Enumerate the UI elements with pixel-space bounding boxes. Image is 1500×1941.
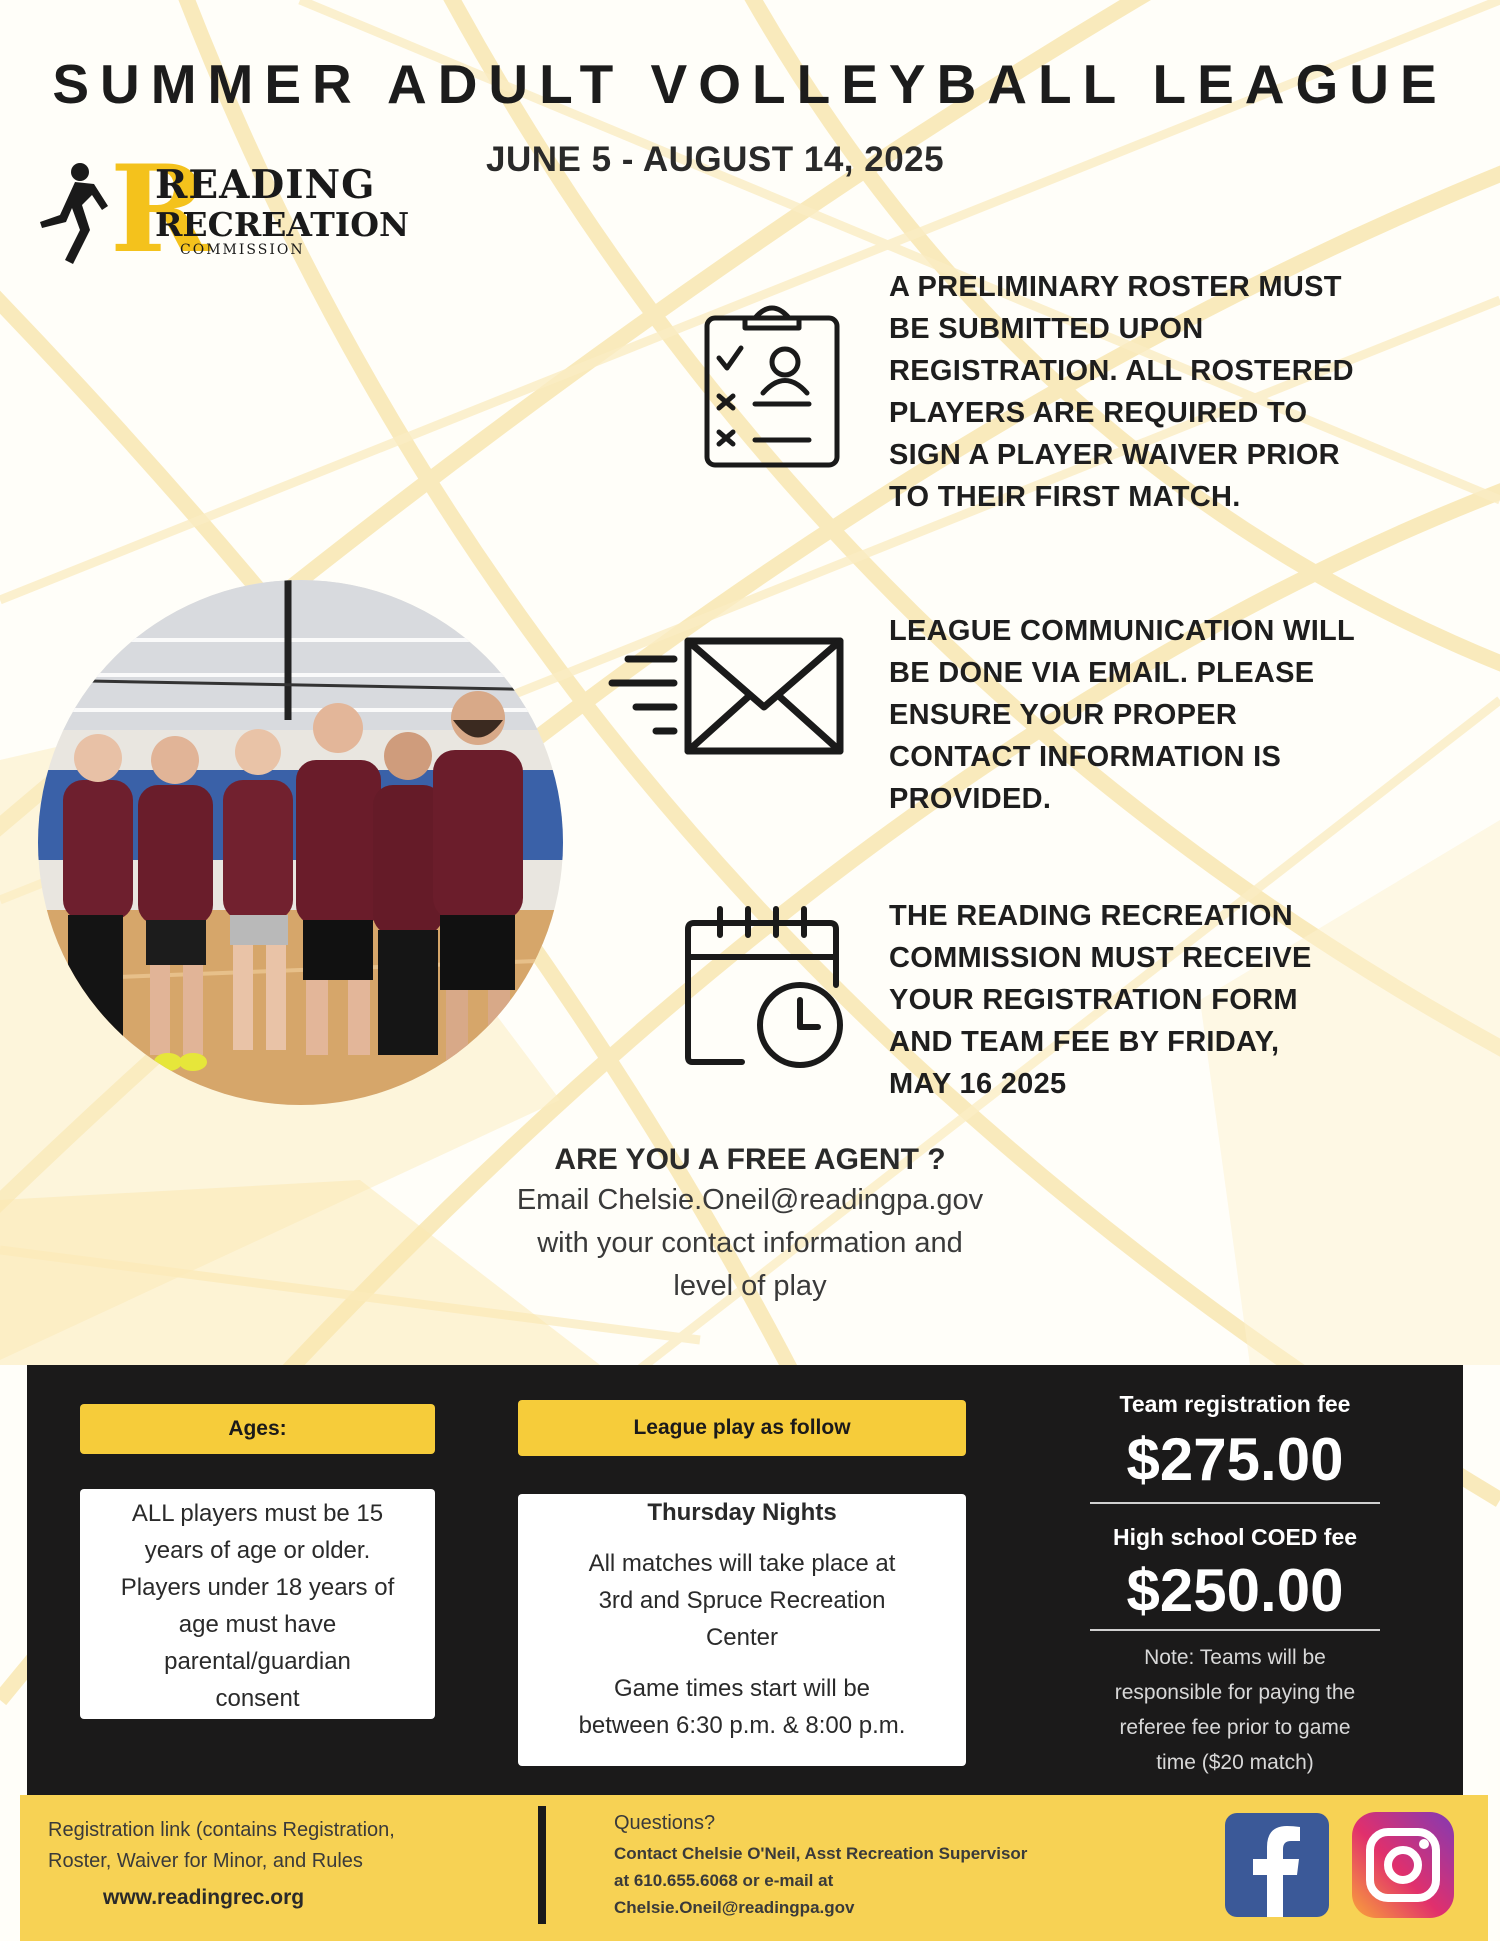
logo-r-letter: R bbox=[110, 139, 210, 280]
info-line: THE READING RECREATION bbox=[889, 900, 1294, 932]
instagram-icon[interactable] bbox=[1352, 1812, 1454, 1918]
website-link[interactable]: www.readingrec.org bbox=[103, 1886, 305, 1909]
questions-label: Questions? bbox=[614, 1812, 716, 1834]
info-line: YOUR REGISTRATION FORM bbox=[889, 984, 1298, 1016]
contact-line: at 610.655.6068 or e-mail at bbox=[614, 1871, 834, 1890]
time-line: Game times start will be bbox=[613, 1675, 871, 1702]
calendar-clock-icon bbox=[682, 905, 852, 1070]
hs-fee-value: $250.00 bbox=[1126, 1557, 1344, 1624]
contact-line: Chelsie.Oneil@readingpa.gov bbox=[614, 1898, 855, 1917]
email-info-text bbox=[889, 610, 1355, 820]
footer-divider bbox=[538, 1806, 546, 1924]
free-agent-heading: ARE YOU A FREE AGENT ? bbox=[554, 1143, 946, 1176]
ages-line: ALL players must be 15 bbox=[131, 1500, 384, 1527]
info-line: SIGN A PLAYER WAIVER PRIOR bbox=[889, 439, 1340, 471]
ages-line: Players under 18 years of bbox=[120, 1574, 395, 1601]
ages-box bbox=[80, 1489, 435, 1719]
info-line: TO THEIR FIRST MATCH. bbox=[889, 481, 1241, 513]
email-icon bbox=[608, 635, 848, 757]
info-line: COMMISSION MUST RECEIVE bbox=[889, 942, 1312, 974]
clipboard-roster-icon bbox=[697, 298, 847, 470]
referee-fee-note bbox=[1060, 1640, 1410, 1780]
note-line: responsible for paying the bbox=[1114, 1681, 1356, 1704]
info-line: PLAYERS ARE REQUIRED TO bbox=[889, 397, 1308, 429]
info-line: BE DONE VIA EMAIL. PLEASE bbox=[889, 657, 1315, 689]
note-line: time ($20 match) bbox=[1156, 1751, 1314, 1774]
registration-line: Registration link (contains Registration, bbox=[48, 1819, 395, 1841]
registration-info bbox=[48, 1815, 395, 1877]
hs-fee-label: High school COED fee bbox=[1112, 1524, 1358, 1550]
info-line: PROVIDED. bbox=[889, 783, 1052, 815]
info-line: CONTACT INFORMATION IS bbox=[889, 741, 1282, 773]
free-agent-line: with your contact information and bbox=[537, 1227, 963, 1259]
info-line: MAY 16 2025 bbox=[889, 1068, 1067, 1100]
info-line: ENSURE YOUR PROPER bbox=[889, 699, 1238, 731]
info-line: A PRELIMINARY ROSTER MUST bbox=[889, 271, 1342, 303]
reading-recreation-logo bbox=[30, 139, 410, 280]
team-photo bbox=[38, 580, 563, 1105]
ages-line: consent bbox=[215, 1685, 300, 1712]
team-photo-illustration bbox=[38, 580, 563, 1105]
note-line: referee fee prior to game bbox=[1119, 1716, 1351, 1739]
play-day: Thursday Nights bbox=[647, 1499, 837, 1526]
location-line: All matches will take place at bbox=[588, 1550, 896, 1577]
fee-divider bbox=[1090, 1502, 1380, 1504]
league-play-label: League play as follow bbox=[518, 1400, 966, 1456]
facebook-icon[interactable] bbox=[1225, 1813, 1329, 1917]
league-play-box bbox=[518, 1494, 966, 1766]
logo-line-2: RECREATION bbox=[155, 205, 410, 244]
registration-line: Roster, Waiver for Minor, and Rules bbox=[48, 1850, 363, 1872]
fee-divider bbox=[1090, 1629, 1380, 1631]
info-line: LEAGUE COMMUNICATION WILL bbox=[889, 615, 1356, 647]
page-title: SUMMER ADULT VOLLEYBALL LEAGUE bbox=[52, 53, 1448, 115]
location-line: Center bbox=[705, 1624, 779, 1651]
contact-info bbox=[614, 1840, 1027, 1921]
info-line: BE SUBMITTED UPON bbox=[889, 313, 1204, 345]
logo-line-1: READING bbox=[155, 162, 376, 208]
team-fee-label: Team registration fee bbox=[1119, 1391, 1351, 1417]
logo-line-3: COMMISSION bbox=[180, 242, 305, 258]
free-agent-line: level of play bbox=[673, 1270, 827, 1302]
location-line: 3rd and Spruce Recreation bbox=[598, 1587, 886, 1614]
contact-line: Contact Chelsie O'Neil, Asst Recreation Supervisor bbox=[614, 1844, 1028, 1863]
season-dates: JUNE 5 - AUGUST 14, 2025 bbox=[486, 140, 945, 179]
time-line: between 6:30 p.m. & 8:00 p.m. bbox=[578, 1712, 906, 1739]
deadline-info-text bbox=[889, 895, 1312, 1105]
info-line: REGISTRATION. ALL ROSTERED bbox=[889, 355, 1354, 387]
ages-line: age must have bbox=[178, 1611, 337, 1638]
runner-icon bbox=[30, 160, 110, 270]
note-line: Note: Teams will be bbox=[1144, 1646, 1326, 1669]
team-fee-value: $275.00 bbox=[1126, 1426, 1344, 1493]
ages-line: years of age or older. bbox=[144, 1537, 371, 1564]
roster-info-text bbox=[889, 266, 1354, 518]
ages-line: parental/guardian bbox=[164, 1648, 351, 1675]
ages-label: Ages: bbox=[80, 1404, 435, 1454]
free-agent-email-line: Email Chelsie.Oneil@readingpa.gov bbox=[516, 1184, 984, 1216]
info-line: AND TEAM FEE BY FRIDAY, bbox=[889, 1026, 1280, 1058]
